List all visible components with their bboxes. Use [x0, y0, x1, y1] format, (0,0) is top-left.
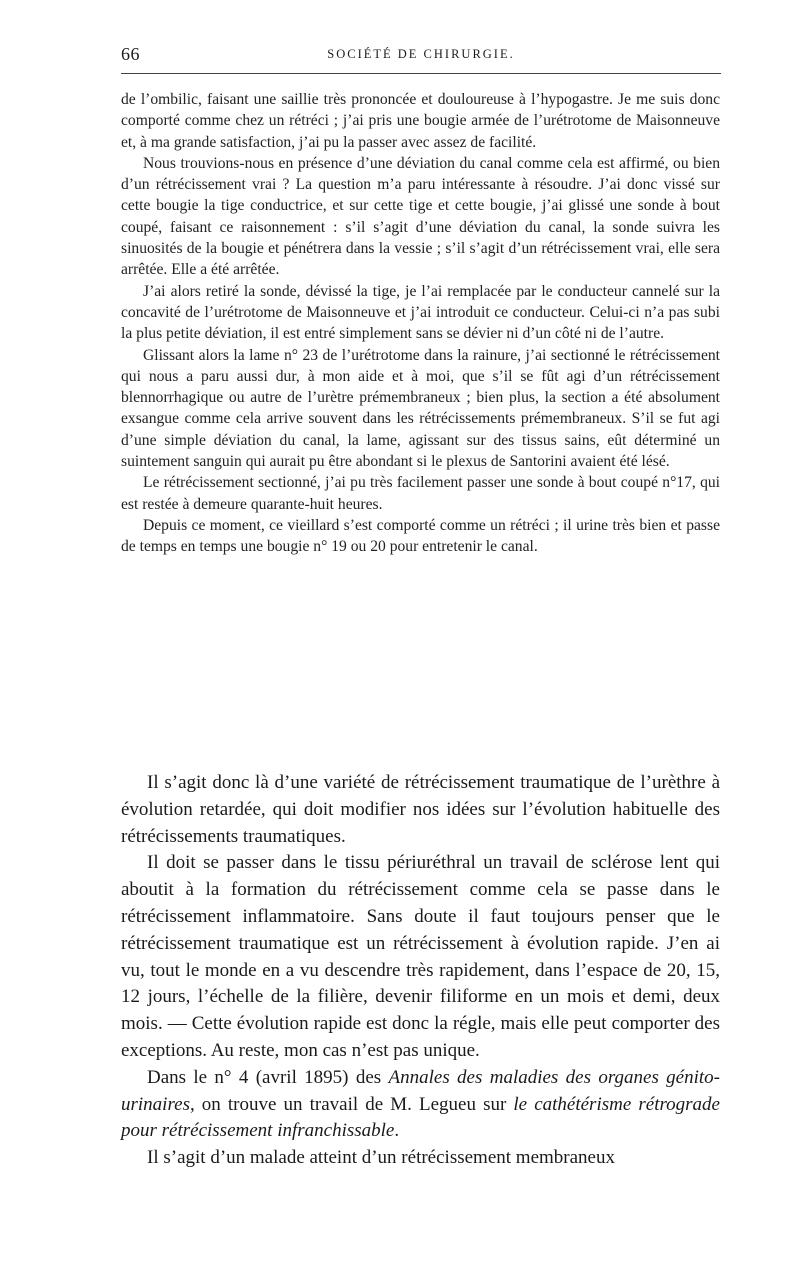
article-title: le cathétérisme rétrograde pour rétrécissement infranchissable — [121, 1093, 720, 1142]
text-run: . — [394, 1120, 400, 1142]
page-number: 66 — [121, 44, 140, 64]
paragraph-citation — [121, 1065, 720, 1145]
running-head: SOCIÉTÉ DE CHIRURGIE. — [327, 47, 515, 61]
paragraph: Glissant alors la lame n° 23 de l’urétrotome dans la rainure, j’ai sectionné le rétrécissement qui nous a paru aussi dur, à mon aide et à moi, que s’il se fût agi d’un rétrécissement blennorrhagique ou autre de l’urètre prémembraneux ; bien plus, la section a été absolument exsangue comme cela arrive souvent dans les rétrécissements prémembraneux. S’il se fut agi d’une simple déviation du canal, la lame, agissant sur des tissus sains, eût déterminé un suintement sanguin qui aurait pu être abondant si le plexus de Santorini avaient été lésé. — [121, 346, 720, 471]
paragraph: Depuis ce moment, ce vieillard s’est comporté comme un rétréci ; il urine très bien et passe de temps en temps une bougie n° 19 ou 20 pour entretenir le canal. — [121, 516, 720, 556]
header-rule — [121, 73, 721, 74]
paragraph: Le rétrécissement sectionné, j’ai pu très facilement passer une sonde à bout coupé n°17, qui est restée à demeure quarante-huit heures. — [121, 474, 720, 513]
paragraph: Il s’agit d’un malade atteint d’un rétrécissement membraneux — [147, 1147, 615, 1169]
small-print-case-report — [121, 89, 720, 558]
text-run: Dans le n° 4 (avril 1895) des — [147, 1066, 389, 1088]
journal-title: Annales des maladies des organes génito-urinaires — [121, 1066, 720, 1115]
text-run: , on trouve un travail de M. Legueu sur — [189, 1093, 514, 1115]
page-header — [121, 44, 721, 72]
paragraph: Nous trouvions-nous en présence d’une déviation du canal comme cela est affirmé, ou bien d’un rétrécissement vrai ? La question m’a paru intéressante à résoudre. J’ai donc vissé sur cette bougie la tige conductrice, et sur cette tige et cette bougie, j’ai glissé une sonde à bout coupé, faisant ce raisonnement : s’il s’agit d’une déviation du canal, la sonde suivra les sinuosités de la bougie et pénétrera dans la vessie ; s’il s’agit d’un rétrécissement vrai, elle sera arrêtée. Elle a été arrêtée. — [121, 154, 720, 279]
paragraph: Il s’agit donc là d’une variété de rétrécissement traumatique de l’urèthre à évolution retardée, qui doit modifier nos idées sur l’évolution habituelle des rétrécissements traumatiques. — [121, 772, 720, 847]
paragraph: de l’ombilic, faisant une saillie très prononcée et douloureuse à l’hypogastre. Je me suis donc comporté comme chez un rétréci ; j’ai pris une bougie armée de l’urétrotome de Maisonneuve et, à ma grande satisfaction, j’ai pu la passer avec assez de facilité. — [121, 91, 720, 151]
paragraph: Il doit se passer dans le tissu périuréthral un travail de sclérose lent qui aboutit à la formation du rétrécissement comme cela se passe dans le rétrécissement inflammatoire. Sans doute il faut toujours penser que le rétrécissement traumatique est un rétrécissement à évolution rapide. J’en ai vu, tout le monde en a vu descendre très rapidement, dans l’espace de 20, 15, 12 jours, l’échelle de la filière, devenir filiforme en un mois et demi, deux mois. — Cette évolution rapide est donc la régle, mais elle peut comporter des exceptions. Au reste, mon cas n’est pas unique. — [121, 852, 720, 1061]
paragraph: J’ai alors retiré la sonde, dévissé la tige, je l’ai remplacée par le conducteur cannelé sur la concavité de l’urétrotome de Maisonneuve et j’ai introduit ce conducteur. Celui-ci n’a pas subi la plus petite déviation, il est entré simplement sans se dévier ni d’un côté ni de l’autre. — [121, 282, 720, 343]
main-body-text — [121, 770, 720, 1172]
